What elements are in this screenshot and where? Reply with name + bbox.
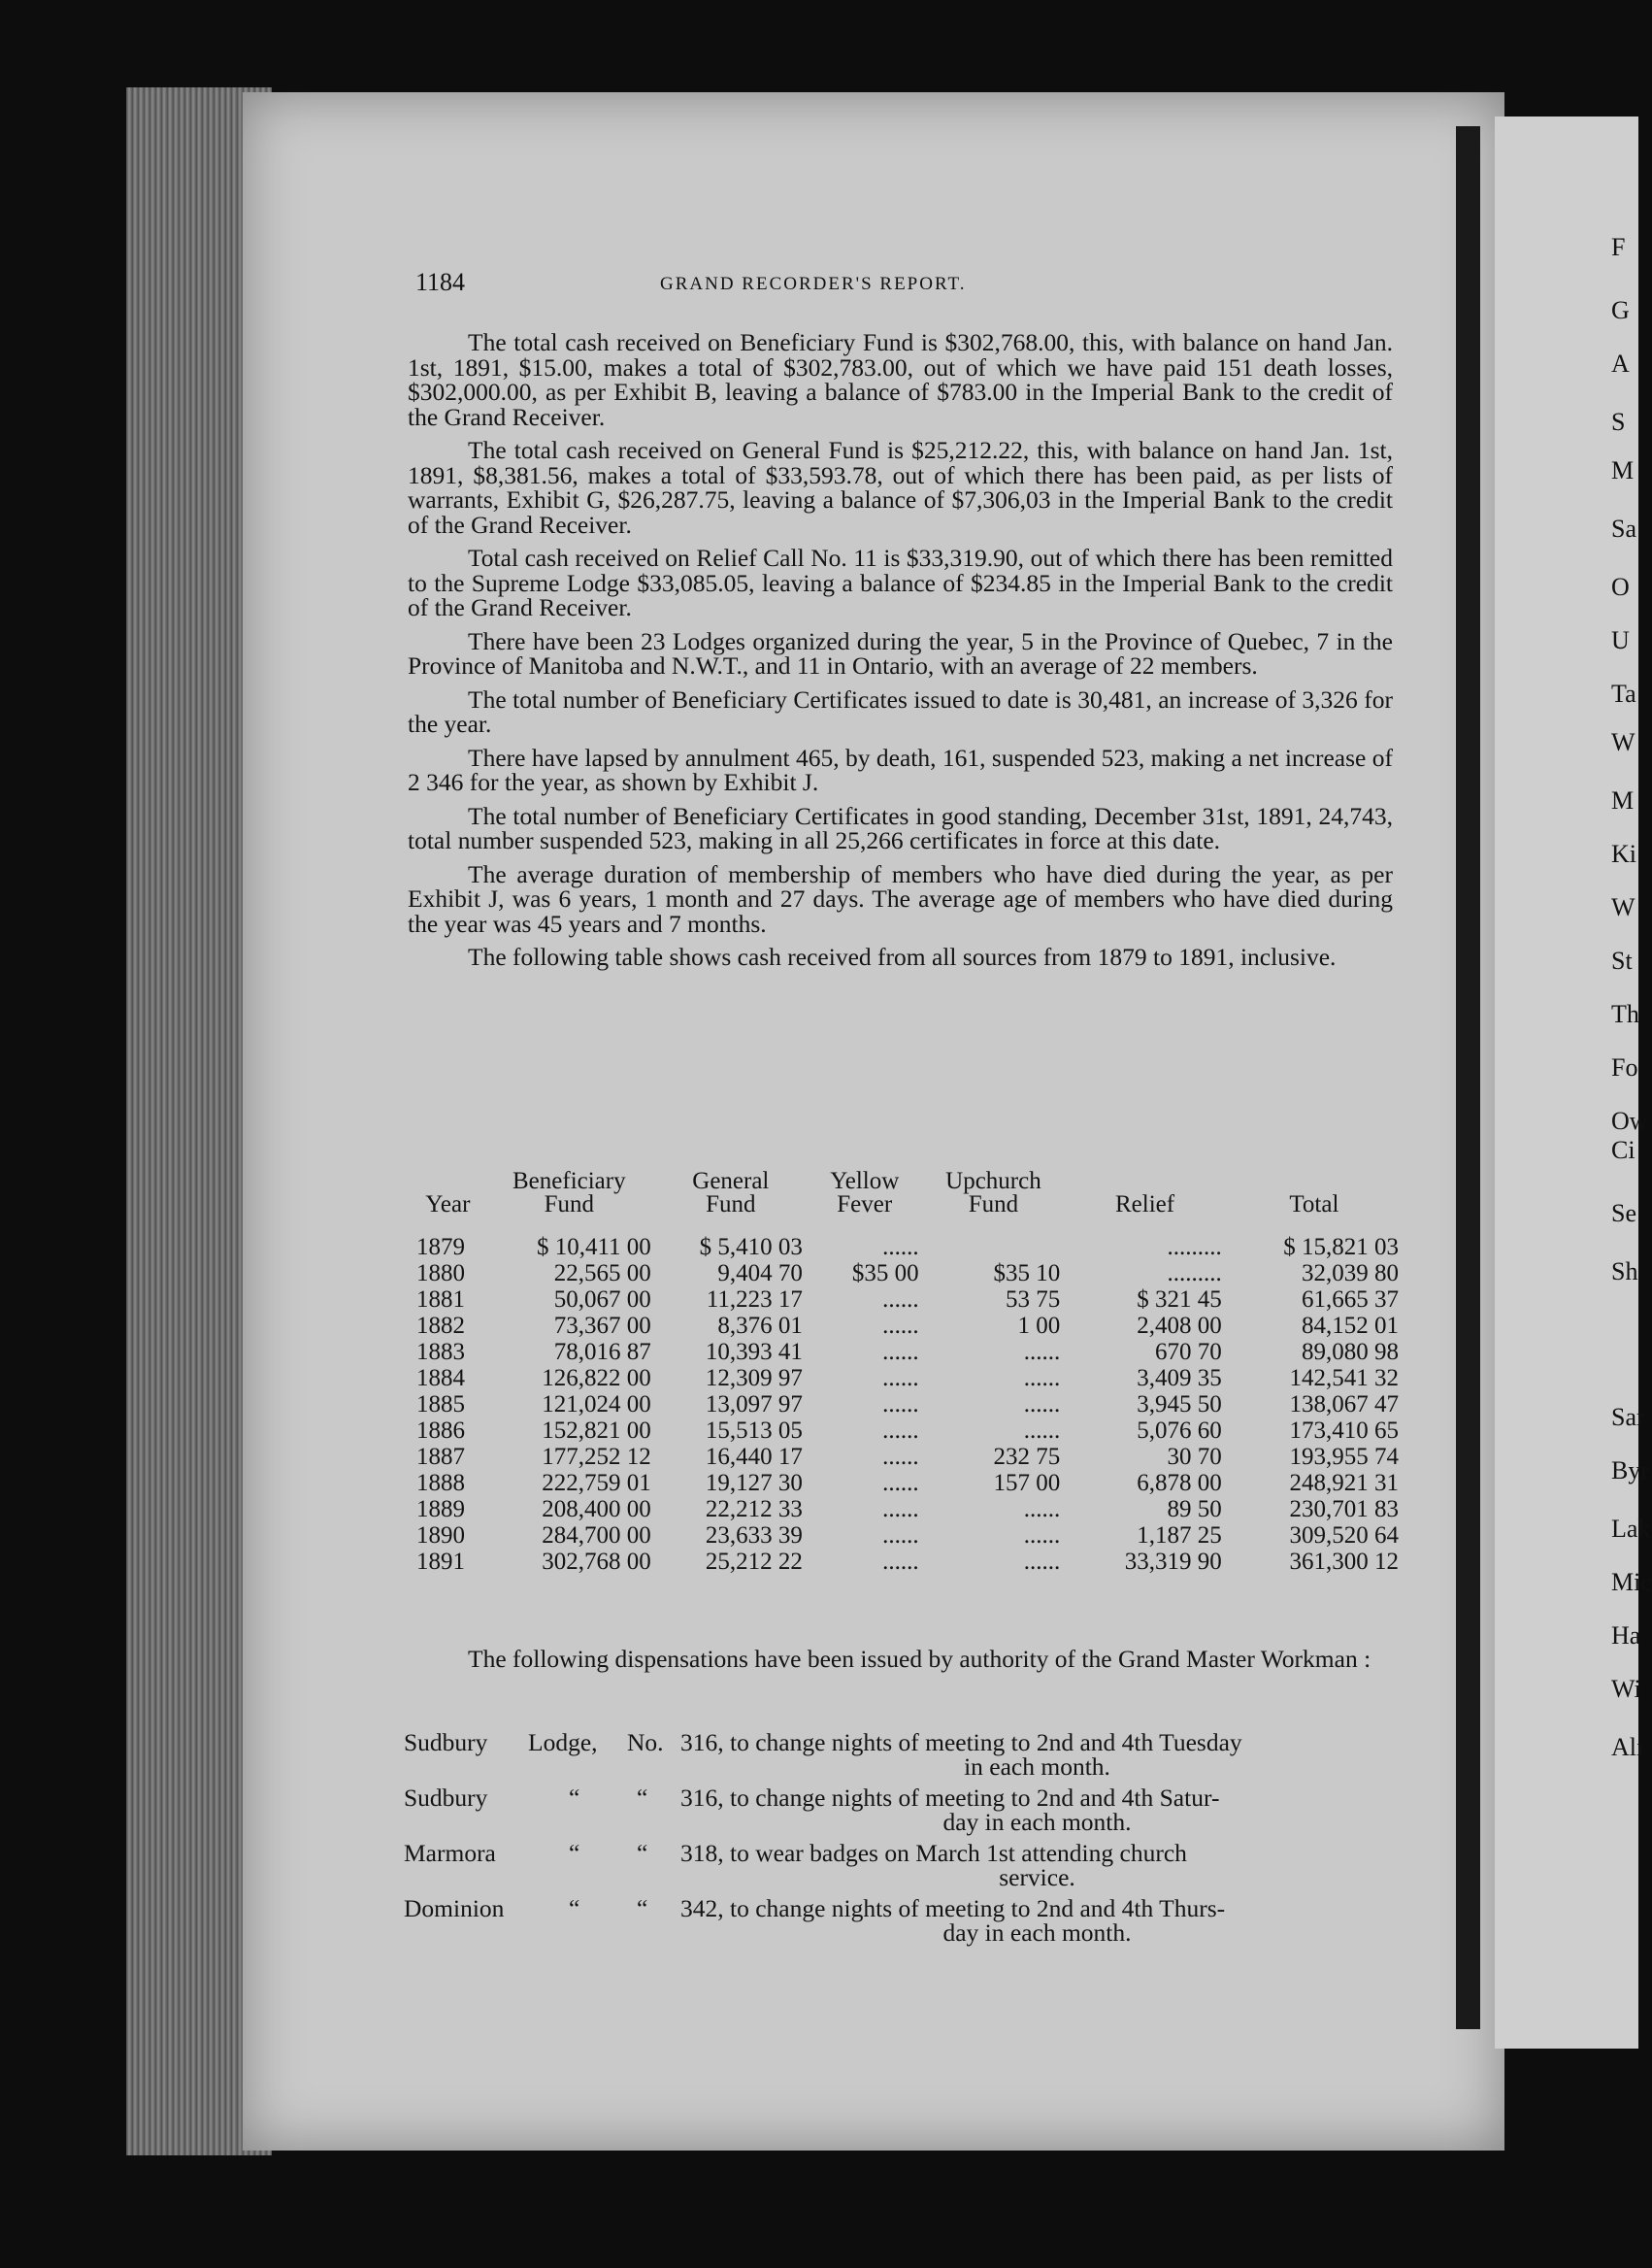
header-year: Year [425, 1191, 471, 1217]
facing-page-fragment: Sa [1611, 515, 1636, 543]
cell-yellow-fever: ...... [882, 1444, 919, 1470]
cell-general: 12,309 97 [705, 1365, 803, 1391]
cell-year: 1885 [416, 1391, 465, 1418]
cell-general: 11,223 17 [706, 1286, 803, 1313]
cell-upchurch: $35 10 [993, 1260, 1061, 1286]
dispensation-text-line: 342, to change nights of meeting to 2nd and 4th Thurs- [680, 1894, 1226, 1922]
facing-page-fragment: O [1611, 573, 1630, 601]
dispensation-lodge: Dominion [404, 1894, 505, 1922]
ditto-mark: “ [637, 1784, 648, 1812]
dispensation-text [680, 1785, 1394, 1834]
cell-yellow-fever: $35 00 [851, 1260, 919, 1286]
paragraph: There have been 23 Lodges organized during the year, 5 in the Province of Quebec, 7 in the Province of Manitoba and N.W.T., and 11 in Ontario, with an average of 22 members. [408, 626, 1393, 680]
cell-relief: 670 70 [1155, 1339, 1222, 1365]
facing-page-fragment: W [1611, 893, 1635, 921]
cell-beneficiary: 22,565 00 [553, 1260, 651, 1286]
cell-yellow-fever: ...... [882, 1418, 919, 1444]
table-row [413, 1418, 1403, 1444]
cell-general: 15,513 05 [705, 1418, 803, 1444]
cell-year: 1881 [416, 1286, 465, 1313]
cell-general: 23,633 39 [705, 1522, 803, 1549]
dispensation-text [680, 1730, 1394, 1779]
cell-yellow-fever: ...... [882, 1549, 919, 1575]
facing-page-fragment: Wi [1611, 1675, 1641, 1703]
cell-total: 230,701 83 [1289, 1496, 1399, 1522]
cell-general: 13,097 97 [705, 1391, 803, 1418]
facing-page-fragment: Ta [1611, 680, 1636, 708]
facing-page-fragment: Ha [1611, 1621, 1641, 1650]
table-row [413, 1260, 1403, 1286]
ditto-mark: “ [637, 1839, 648, 1867]
dispensation-lodge: Sudbury [404, 1728, 488, 1756]
ditto-mark: “ [569, 1839, 580, 1867]
dispensation-text-continuation: service. [999, 1863, 1075, 1891]
cell-relief: 89 50 [1167, 1496, 1222, 1522]
cell-general: 9,404 70 [717, 1260, 803, 1286]
cell-total: 61,665 37 [1302, 1286, 1399, 1313]
table-row [413, 1522, 1403, 1549]
cell-general: 10,393 41 [705, 1339, 803, 1365]
cell-total: 89,080 98 [1302, 1339, 1399, 1365]
cell-relief: 2,408 00 [1137, 1313, 1222, 1339]
cell-relief: 33,319 90 [1124, 1549, 1222, 1575]
facing-page-fragment: Byr [1611, 1456, 1649, 1484]
dispensation-text-line: 316, to change nights of meeting to 2nd and 4th Tuesday [680, 1728, 1242, 1756]
facing-page-fragment: G [1611, 296, 1630, 324]
paragraph: Total cash received on Relief Call No. 11 is $33,319.90, out of which there has been remitted to the Supreme Lodge $33,085.05, leaving a balance of $234.85 in the Imperial Bank to the credit of the Grand Receiver. [408, 544, 1393, 621]
dispensation-text [680, 1896, 1394, 1945]
cell-total: 138,067 47 [1289, 1391, 1399, 1418]
cell-year: 1891 [416, 1549, 465, 1575]
table-header-row [413, 1170, 1403, 1234]
cell-beneficiary: 222,759 01 [542, 1470, 651, 1496]
dispensation-text-continuation: day in each month. [942, 1808, 1132, 1836]
cell-yellow-fever: ...... [882, 1496, 919, 1522]
facing-page-fragment: Sh [1611, 1257, 1638, 1285]
page-number: 1184 [415, 268, 466, 296]
cell-relief: 30 70 [1167, 1444, 1222, 1470]
cell-relief: ......... [1167, 1260, 1222, 1286]
cell-beneficiary: 152,821 00 [542, 1418, 651, 1444]
paragraph: The following table shows cash received from all sources from 1879 to 1891, inclusive. [468, 943, 1337, 971]
facing-page-fragment: Mic [1611, 1568, 1652, 1596]
cell-upchurch: 1 00 [1017, 1313, 1061, 1339]
table-row [413, 1470, 1403, 1496]
table-row [413, 1286, 1403, 1313]
cell-total: 193,955 74 [1289, 1444, 1399, 1470]
cell-upchurch: ...... [1023, 1365, 1061, 1391]
table-row [413, 1339, 1403, 1365]
dispensations-intro: The following dispensations have been issued by authority of the Grand Master Workman : [468, 1645, 1371, 1673]
cell-relief: 3,409 35 [1137, 1365, 1222, 1391]
facing-page-fragment: F [1611, 233, 1626, 261]
running-head: GRAND RECORDER'S REPORT. [660, 274, 967, 294]
cell-beneficiary: 121,024 00 [542, 1391, 651, 1418]
cell-year: 1889 [416, 1496, 465, 1522]
dispensation-lodge: Sudbury [404, 1784, 488, 1812]
cell-year: 1888 [416, 1470, 465, 1496]
cell-year: 1882 [416, 1313, 465, 1339]
cell-total: 361,300 12 [1289, 1549, 1399, 1575]
facing-page [1495, 117, 1652, 2049]
cell-total: 84,152 01 [1302, 1313, 1399, 1339]
cell-total: 32,039 80 [1302, 1260, 1399, 1286]
cash-received-table [413, 1170, 1403, 1575]
cell-year: 1883 [416, 1339, 465, 1365]
facing-page-fragment: A [1611, 350, 1630, 378]
cell-beneficiary: 177,252 12 [542, 1444, 651, 1470]
cell-beneficiary: 78,016 87 [553, 1339, 651, 1365]
cell-total: 248,921 31 [1289, 1470, 1399, 1496]
paragraph: There have lapsed by annulment 465, by death, 161, suspended 523, making a net increase of 2 346 for the year, as shown by Exhibit J. [408, 743, 1393, 796]
cell-beneficiary: $ 10,411 00 [536, 1234, 651, 1260]
cell-yellow-fever: ...... [882, 1286, 919, 1313]
header-general: General Fund [692, 1168, 770, 1217]
cell-beneficiary: 208,400 00 [542, 1496, 651, 1522]
facing-page-fragment: W [1611, 728, 1635, 756]
cell-relief: 5,076 60 [1137, 1418, 1222, 1444]
cell-general: 22,212 33 [705, 1496, 803, 1522]
cell-yellow-fever: ...... [882, 1391, 919, 1418]
facing-page-fragment: Fo [1611, 1053, 1638, 1082]
paragraph: The average duration of membership of members who have died during the year, as per Exhibit J, was 6 years, 1 month and 27 days. The average age of members who have died during the year was 45 years and 7 months. [408, 859, 1393, 938]
table-row [413, 1391, 1403, 1418]
header-relief: Relief [1114, 1191, 1175, 1217]
cell-year: 1879 [416, 1234, 465, 1260]
cell-general: 8,376 01 [717, 1313, 803, 1339]
cell-year: 1887 [416, 1444, 465, 1470]
cell-year: 1890 [416, 1522, 465, 1549]
dispensation-text-continuation: in each month. [964, 1752, 1110, 1781]
dispensation-text-line: 318, to wear badges on March 1st attending church [680, 1839, 1187, 1867]
facing-page-fragment: Sar [1611, 1403, 1645, 1431]
ditto-mark: “ [569, 1784, 580, 1812]
dispensation-no-word: No. [627, 1728, 664, 1756]
book-gutter [1456, 126, 1480, 2029]
paragraph: The total cash received on Beneficiary Fund is $302,768.00, this, with balance on hand Jan. 1st, 1891, $15.00, makes a total of $302,783.00, out of which we have paid 151 death losses, $302,000.00, as per Exhibit B, leaving a balance of $783.00 in the Imperial Bank to the credit of the Grand Receiver. [408, 328, 1393, 431]
facing-page-fragment: Alı [1611, 1733, 1644, 1761]
cell-yellow-fever: ...... [882, 1313, 919, 1339]
dispensation-lodge-word: Lodge, [528, 1728, 598, 1756]
cell-yellow-fever: ...... [882, 1365, 919, 1391]
cell-upchurch: 53 75 [1006, 1286, 1061, 1313]
cell-upchurch [923, 1234, 1065, 1260]
cell-yellow-fever: ...... [882, 1234, 919, 1260]
cell-upchurch: 232 75 [993, 1444, 1061, 1470]
facing-page-fragment: M [1611, 456, 1635, 484]
paragraph: The total cash received on General Fund is $25,212.22, this, with balance on hand Jan. 1st, 1891, $8,381.56, makes a total of $33,593.78, out of which there has been paid, as per lists of warrants, Exhibit G, $26,287.75, leaving a balance of $7,306,03 in the Imperial Bank to the credit of the Grand Receiver. [408, 436, 1393, 539]
cell-general: 16,440 17 [705, 1444, 803, 1470]
facing-page-fragment: U [1611, 626, 1630, 654]
cell-beneficiary: 73,367 00 [553, 1313, 651, 1339]
facing-page-fragment: S [1611, 408, 1626, 436]
header-beneficiary: Beneficiary Fund [512, 1168, 626, 1217]
table-row [413, 1365, 1403, 1391]
dispensation-text [680, 1841, 1394, 1889]
paragraph: The total number of Beneficiary Certificates in good standing, December 31st, 1891, 24,743, total number suspended 523, making in all 25,266 certificates in force at this date. [408, 801, 1393, 854]
facing-page-fragment: Lak [1611, 1515, 1651, 1543]
facing-page-fragment: Se [1611, 1199, 1636, 1227]
table-row [413, 1444, 1403, 1470]
cell-relief: ......... [1167, 1234, 1222, 1260]
cell-total: 173,410 65 [1289, 1418, 1399, 1444]
table-row [413, 1234, 1403, 1260]
table-row [413, 1313, 1403, 1339]
cell-total: 309,520 64 [1289, 1522, 1399, 1549]
cell-upchurch: ...... [1023, 1418, 1061, 1444]
cell-year: 1884 [416, 1365, 465, 1391]
cell-beneficiary: 284,700 00 [542, 1522, 651, 1549]
cell-beneficiary: 302,768 00 [542, 1549, 651, 1575]
dispensation-text-line: 316, to change nights of meeting to 2nd and 4th Satur- [680, 1784, 1220, 1812]
dispensation-lodge: Marmora [404, 1839, 496, 1867]
header-yellow-fever: Yellow Fever [830, 1168, 900, 1217]
cell-relief: 3,945 50 [1137, 1391, 1222, 1418]
table-row [413, 1496, 1403, 1522]
cell-upchurch: ...... [1023, 1339, 1061, 1365]
cell-general: 25,212 22 [705, 1549, 803, 1575]
cell-upchurch: 157 00 [993, 1470, 1061, 1496]
paragraph: The total number of Beneficiary Certificates issued to date is 30,481, an increase of 3,326 for the year. [408, 684, 1393, 738]
facing-page-fragment: Ki [1611, 840, 1636, 868]
facing-page-fragment: M [1611, 786, 1635, 815]
cell-relief: 6,878 00 [1137, 1470, 1222, 1496]
ditto-mark: “ [569, 1894, 580, 1922]
header-upchurch: Upchurch Fund [945, 1168, 1041, 1217]
facing-page-fragment: Ow [1611, 1107, 1648, 1135]
cell-upchurch: ...... [1023, 1496, 1061, 1522]
cell-yellow-fever: ...... [882, 1339, 919, 1365]
cell-year: 1880 [416, 1260, 465, 1286]
table-row [413, 1549, 1403, 1575]
cell-upchurch: ...... [1023, 1549, 1061, 1575]
facing-page-fragment: St [1611, 947, 1633, 975]
dispensation-text-continuation: day in each month. [942, 1918, 1132, 1947]
cell-relief: 1,187 25 [1137, 1522, 1222, 1549]
cell-general: $ 5,410 03 [699, 1234, 803, 1260]
cell-beneficiary: 50,067 00 [553, 1286, 651, 1313]
cell-yellow-fever: ...... [882, 1522, 919, 1549]
cell-general: 19,127 30 [705, 1470, 803, 1496]
cell-yellow-fever: ...... [882, 1470, 919, 1496]
cell-total: $ 15,821 03 [1283, 1234, 1399, 1260]
report-body [408, 330, 1393, 979]
ditto-mark: “ [637, 1894, 648, 1922]
cell-upchurch: ...... [1023, 1522, 1061, 1549]
cell-relief: $ 321 45 [1137, 1286, 1222, 1313]
cell-upchurch: ...... [1023, 1391, 1061, 1418]
cell-total: 142,541 32 [1289, 1365, 1399, 1391]
facing-page-fragment: Ci [1611, 1136, 1635, 1164]
cell-year: 1886 [416, 1418, 465, 1444]
header-total: Total [1289, 1191, 1339, 1217]
cell-beneficiary: 126,822 00 [542, 1365, 651, 1391]
facing-page-fragment: Th [1611, 1000, 1639, 1028]
